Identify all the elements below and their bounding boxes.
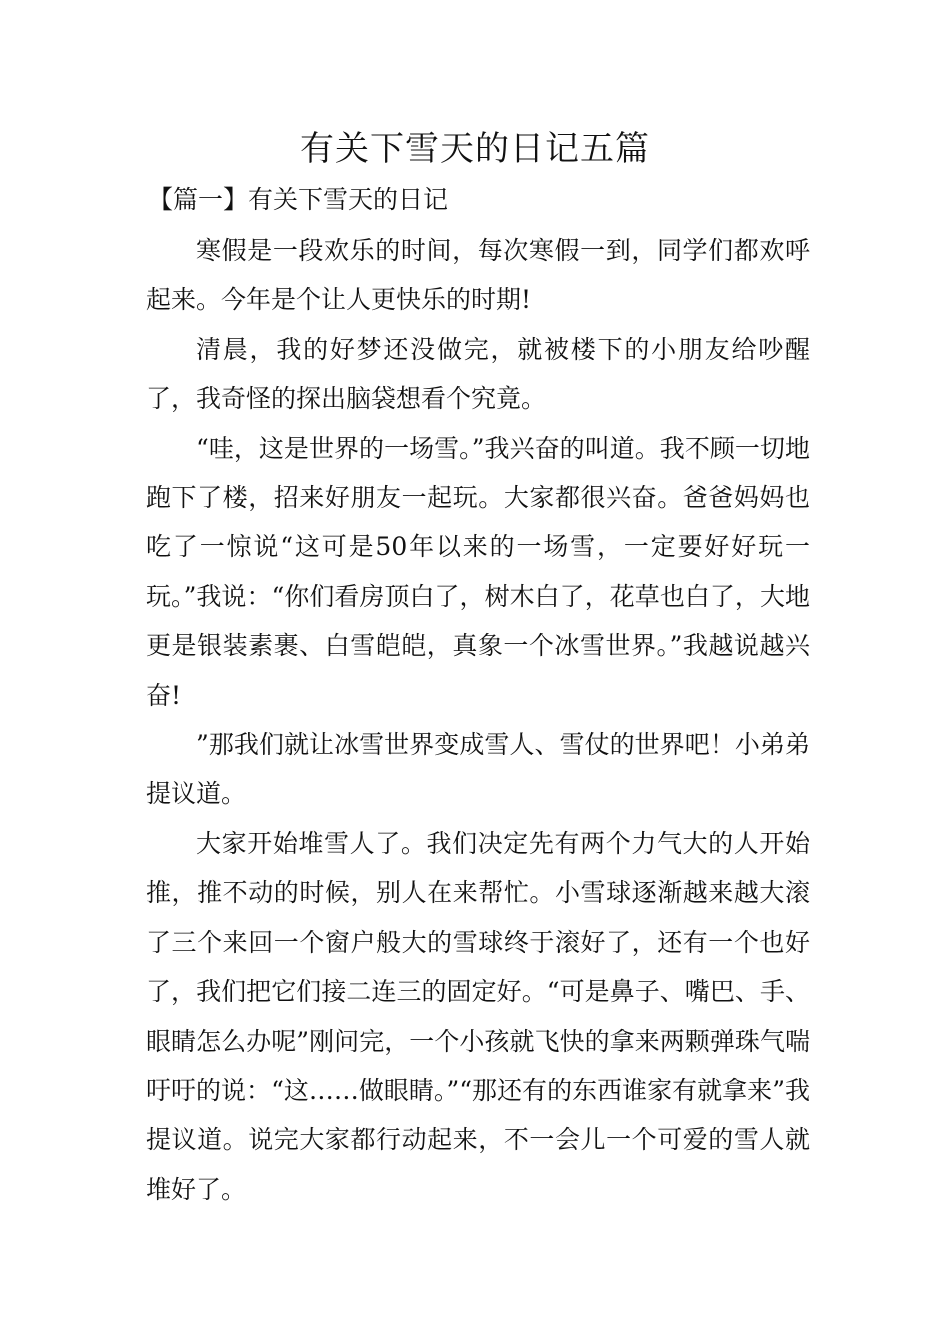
paragraph: 清晨，我的好梦还没做完，就被楼下的小朋友给吵醒了，我奇怪的探出脑袋想看个究竟。 [146,334,810,414]
document-title: 有关下雪天的日记五篇 [300,129,650,169]
document-body [146,226,810,1214]
paragraph: 大家开始堆雪人了。我们决定先有两个力气大的人开始推，推不动的时候，别人在来帮忙。小雪球逐渐越来越大滚了三个来回一个窗户般大的雪球终于滚好了，还有一个也好了，我们把它们接二连三的固定好。“可是鼻子、嘴巴、手、眼睛怎么办呢”刚问完，一个小孩就飞快的拿来两颗弹珠气喘吁吁的说：“这……做眼睛。”“那还有的东西谁家有就拿来”我提议道。说完大家都行动起来，不一会儿一个可爱的雪人就堆好了。 [146,828,810,1204]
paragraph: ”那我们就让冰雪世界变成雪人、雪仗的世界吧！小弟弟提议道。 [146,730,810,809]
paragraph: “哇，这是世界的一场雪。”我兴奋的叫道。我不顾一切地跑下了楼，招来好朋友一起玩。大家都很兴奋。爸爸妈妈也吃了一惊说“这可是50年以来的一场雪，一定要好好玩一玩。”我说：“你们看房顶白了，树木白了，花草也白了，大地更是银装素裹、白雪皑皑，真象一个冰雪世界。”我越说越兴奋! [146,433,810,710]
section-heading: 【篇一】有关下雪天的日记 [148,185,449,214]
paragraph: 寒假是一段欢乐的时间，每次寒假一到，同学们都欢呼起来。今年是个让人更快乐的时期! [146,236,810,315]
